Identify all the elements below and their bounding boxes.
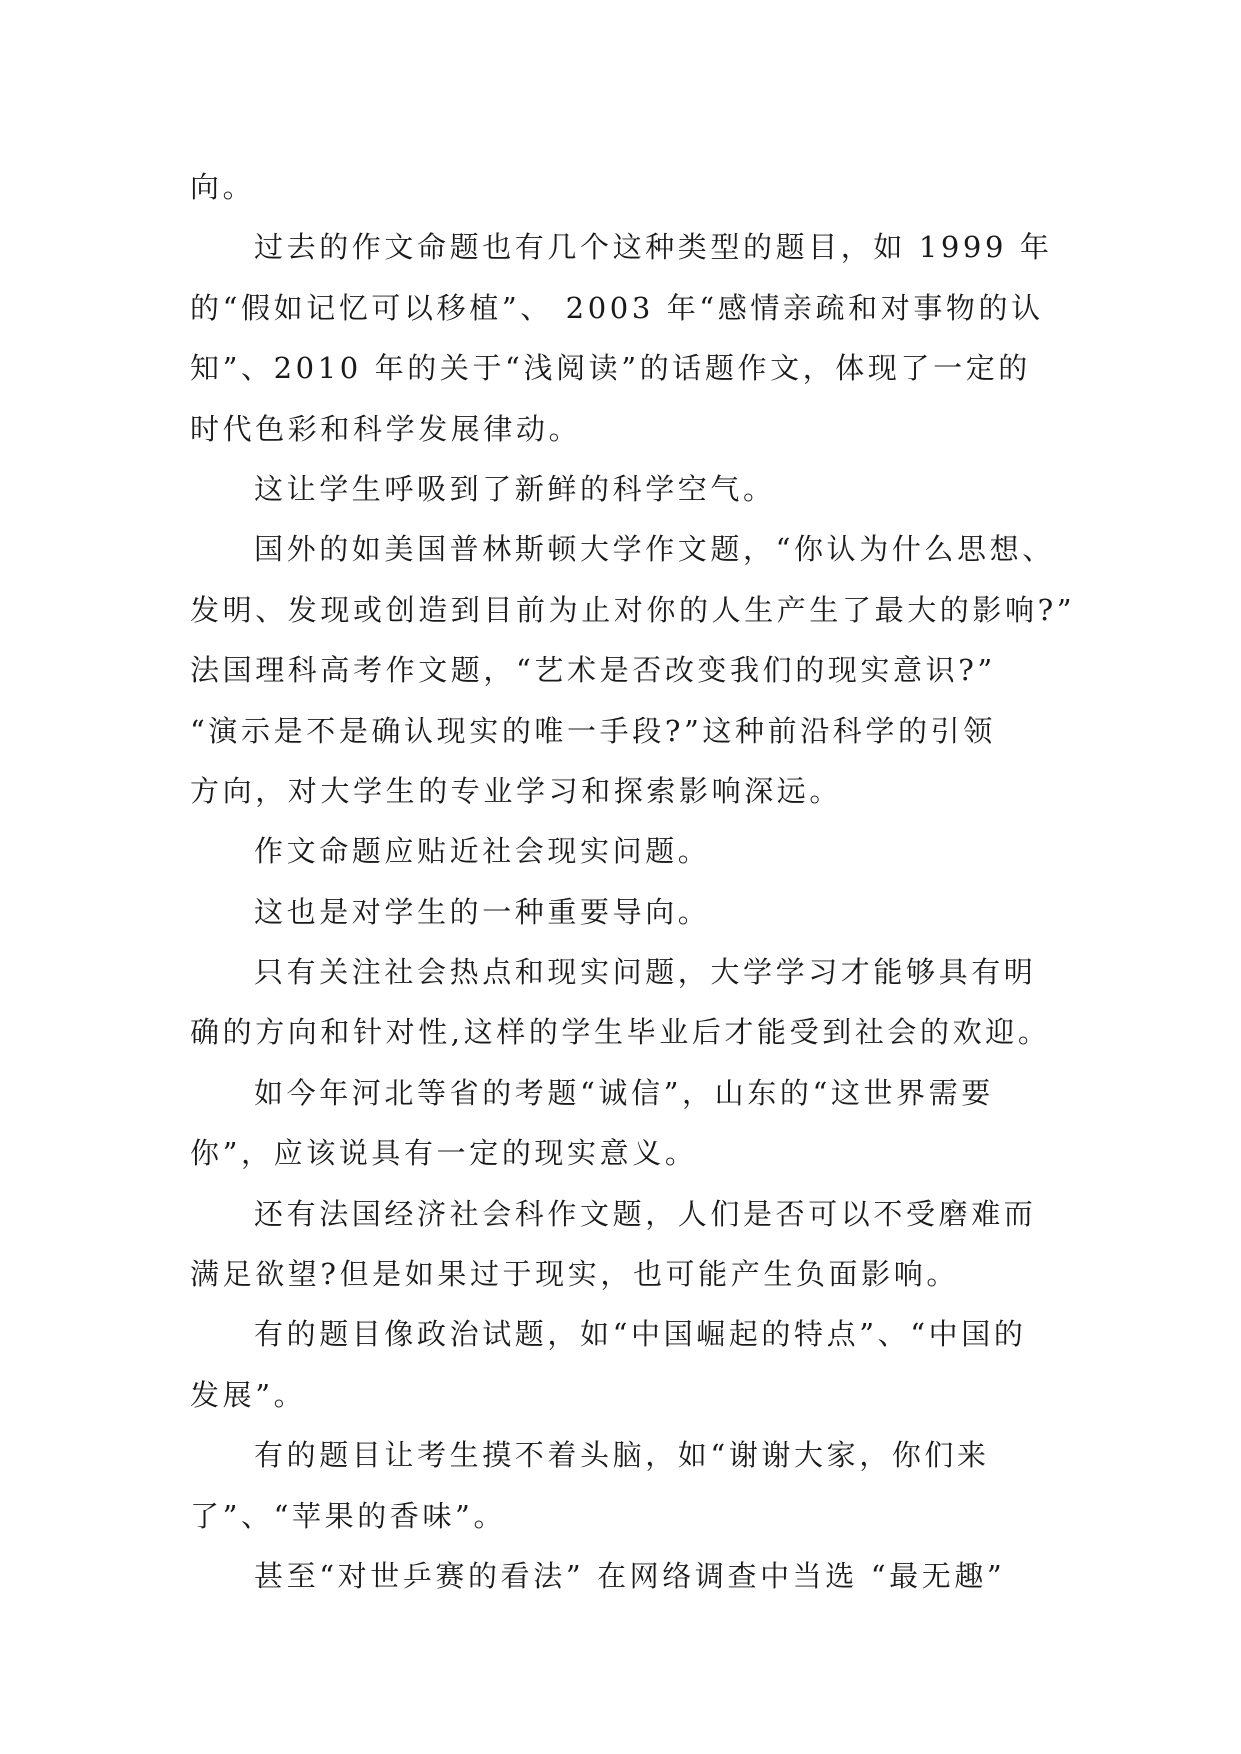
text-line: 满足欲望?但是如果过于现实，也可能产生负面影响。	[190, 1257, 959, 1292]
text-line: 的“假如记忆可以移植”、 2003 年“感情亲疏和对事物的认	[190, 290, 1044, 325]
text-line: 方向，对大学生的专业学习和探索影响深远。	[190, 773, 843, 808]
text-line: “演示是不是确认现实的唯一手段?”这种前沿科学的引领	[190, 713, 996, 748]
text-line: 发明、发现或创造到目前为止对你的人生产生了最大的影响?”	[190, 592, 1076, 627]
text-line: 过去的作文命题也有几个这种类型的题目，如 1999 年	[254, 230, 1053, 265]
text-line: 这让学生呼吸到了新鲜的科学空气。	[254, 471, 776, 506]
text-line: 时代色彩和科学发展律动。	[190, 411, 582, 446]
text-line: 作文命题应贴近社会现实问题。	[254, 834, 711, 869]
text-line: 甚至“对世乒赛的看法” 在网络调查中当选 “最无趣”	[254, 1558, 1006, 1593]
text-line: 有的题目像政治试题，如“中国崛起的特点”、“中国的	[254, 1317, 1027, 1352]
document-body	[190, 157, 1076, 1606]
text-line: 法国理科高考作文题，“艺术是否改变我们的现实意识?”	[190, 653, 996, 688]
text-line: 只有关注社会热点和现实问题，大学学习才能够具有明	[254, 955, 1037, 990]
text-line: 向。	[190, 170, 256, 204]
text-line: 你”，应该说具有一定的现实意义。	[190, 1136, 698, 1171]
text-line: 确的方向和针对性,这样的学生毕业后才能受到社会的欢迎。	[190, 1015, 1051, 1050]
text-line: 如今年河北等省的考题“诚信”，山东的“这世界需要	[254, 1075, 994, 1110]
text-line: 国外的如美国普林斯顿大学作文题，“你认为什么思想、	[254, 532, 1055, 567]
text-line: 还有法国经济社会科作文题，人们是否可以不受磨难而	[254, 1196, 1037, 1231]
text-line: 发展”。	[190, 1377, 307, 1412]
text-line: 了”、“苹果的香味”。	[190, 1498, 507, 1533]
text-line: 有的题目让考生摸不着头脑，如“谢谢大家，你们来	[254, 1438, 990, 1473]
text-line: 这也是对学生的一种重要导向。	[254, 894, 711, 929]
text-line: 知”、2010 年的关于“浅阅读”的话题作文，体现了一定的	[190, 351, 1031, 386]
